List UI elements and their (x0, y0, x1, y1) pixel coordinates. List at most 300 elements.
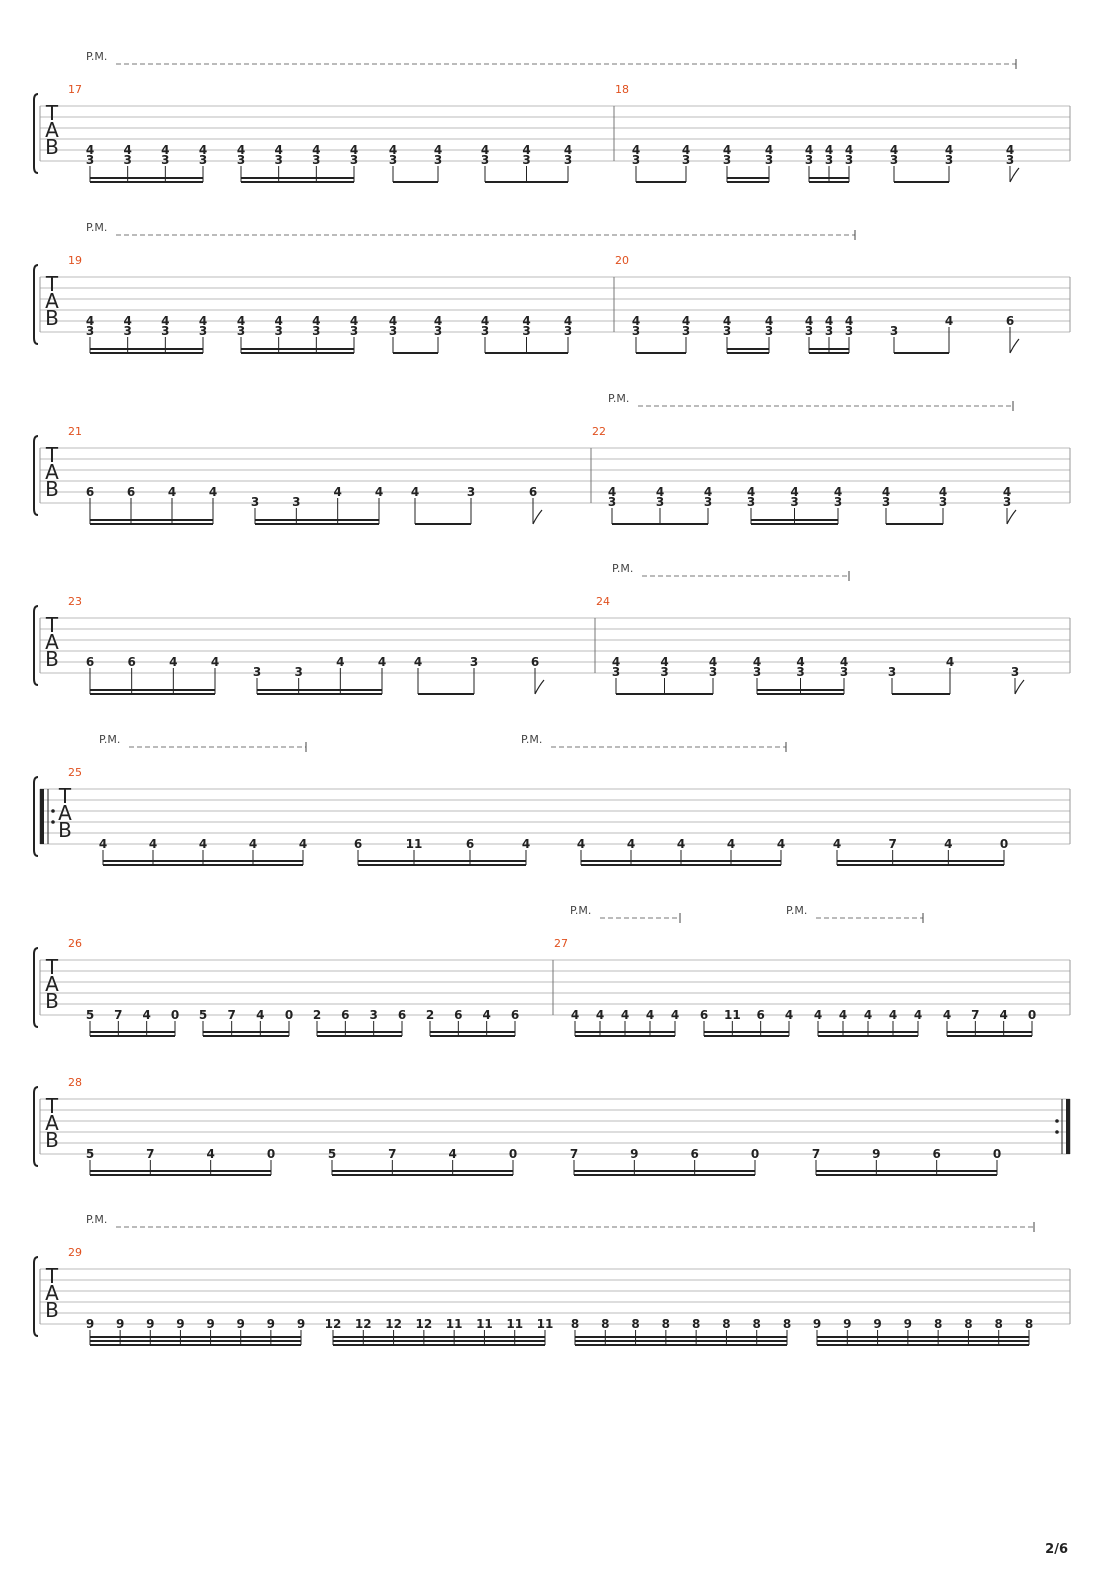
fret-number: 3 (631, 324, 641, 338)
fret-number: 11 (476, 1317, 493, 1331)
fret-number: 3 (790, 495, 799, 509)
fret-number: 4 (1002, 485, 1012, 499)
fret-number: 4 (708, 655, 718, 669)
fret-number: 4 (85, 143, 95, 157)
fret-number: 4 (844, 143, 854, 157)
fret-number: 3 (522, 324, 531, 338)
fret-number: 7 (569, 1147, 579, 1161)
fret-number: 4 (942, 1008, 952, 1022)
note-group (943, 1008, 1036, 1036)
fret-number: 4 (333, 485, 342, 499)
fret-number: 8 (631, 1317, 640, 1331)
fret-number: 4 (210, 655, 220, 669)
tab-clef-letter: B (45, 989, 59, 1013)
fret-number: 3 (480, 153, 490, 167)
fret-number: 3 (236, 153, 246, 167)
fret-number: 4 (236, 143, 246, 157)
tab-clef-letter: B (45, 306, 59, 330)
fret-number: 12 (385, 1317, 402, 1331)
fret-number: 3 (274, 153, 283, 167)
system-bracket (34, 436, 38, 515)
fret-number: 4 (433, 143, 443, 157)
fret-number: 4 (312, 143, 321, 157)
fret-number: 4 (142, 1008, 151, 1022)
tab-clef-letter: A (45, 289, 59, 313)
fret-number: 6 (127, 655, 136, 669)
note-group (389, 143, 442, 182)
fret-number: 4 (167, 485, 177, 499)
note-group (199, 1008, 293, 1036)
fret-number: 4 (620, 1008, 630, 1022)
fret-number: 3 (938, 495, 948, 509)
note-group (86, 314, 207, 353)
fret-number: 3 (198, 324, 208, 338)
note-group (481, 314, 572, 353)
fret-number: 7 (811, 1147, 821, 1161)
fret-number: 4 (611, 655, 621, 669)
fret-number: 4 (681, 143, 691, 157)
fret-number: 6 (465, 837, 475, 851)
note-group (753, 655, 848, 694)
fret-number: 6 (756, 1008, 765, 1022)
fret-number: 9 (296, 1317, 306, 1331)
fret-number: 4 (839, 655, 849, 669)
fret-number: 4 (607, 485, 617, 499)
fret-number: 4 (448, 1147, 457, 1161)
fret-number: 3 (804, 153, 814, 167)
fret-number: 4 (631, 143, 641, 157)
fret-number: 4 (148, 837, 158, 851)
note-group (805, 314, 853, 353)
fret-number: 12 (324, 1317, 342, 1331)
fret-number: 4 (824, 143, 834, 157)
measure-number: 18 (615, 83, 629, 96)
note-flag (1010, 339, 1019, 353)
palm-mute-label: P.M. (521, 733, 543, 746)
fret-number: 3 (388, 324, 398, 338)
fret-number: 4 (388, 143, 398, 157)
tab-system (34, 1213, 1070, 1345)
fret-number: 7 (227, 1008, 236, 1022)
fret-number: 4 (521, 837, 531, 851)
fret-number: 3 (369, 1008, 378, 1022)
fret-number: 3 (839, 665, 849, 679)
fret-number: 4 (349, 143, 359, 157)
fret-number: 3 (722, 324, 732, 338)
fret-number: 6 (530, 655, 540, 669)
fret-number: 4 (703, 485, 713, 499)
fret-number: 3 (681, 324, 691, 338)
fret-number: 3 (681, 153, 691, 167)
tab-clef-letter: B (45, 135, 59, 159)
repeat-dot (51, 820, 55, 824)
fret-number: 4 (522, 143, 531, 157)
note-group (86, 1008, 179, 1036)
note-group (86, 485, 217, 524)
note-group (86, 655, 219, 694)
fret-number: 4 (377, 655, 387, 669)
page-number: 2/6 (1045, 1542, 1068, 1557)
note-group (577, 837, 785, 865)
fret-number: 8 (782, 1317, 792, 1331)
fret-number: 2 (425, 1008, 435, 1022)
fret-number: 4 (676, 837, 686, 851)
fret-number: 3 (764, 153, 774, 167)
note-flag (1007, 510, 1016, 524)
fret-number: 4 (208, 485, 218, 499)
fret-number: 4 (722, 143, 732, 157)
fret-number: 7 (388, 1147, 397, 1161)
tab-clef-letter: T (45, 613, 59, 637)
fret-number: 4 (123, 143, 132, 157)
fret-number: 3 (466, 485, 476, 499)
measure-number: 24 (596, 595, 610, 608)
fret-number: 3 (123, 324, 132, 338)
fret-number: 8 (722, 1317, 731, 1331)
palm-mute-label: P.M. (786, 904, 808, 917)
fret-number: 7 (114, 1008, 123, 1022)
fret-number: 5 (198, 1008, 208, 1022)
fret-number: 4 (681, 314, 691, 328)
fret-number: 4 (198, 314, 208, 328)
note-group (814, 1008, 922, 1036)
fret-number: 6 (690, 1147, 699, 1161)
measure-number: 22 (592, 425, 606, 438)
tab-clef-letter: B (45, 1128, 59, 1152)
system-bracket (34, 948, 38, 1027)
note-group (612, 655, 717, 694)
fret-number: 11 (506, 1317, 524, 1331)
fret-number: 4 (844, 314, 854, 328)
note-group (747, 485, 842, 524)
note-group (99, 837, 307, 865)
fret-number: 3 (469, 655, 479, 669)
fret-number: 5 (85, 1147, 95, 1161)
fret-number: 11 (536, 1317, 554, 1331)
fret-number: 6 (1005, 314, 1015, 328)
fret-number: 4 (804, 143, 814, 157)
fret-number: 4 (349, 314, 359, 328)
fret-number: 4 (480, 143, 490, 157)
fret-number: 3 (294, 665, 303, 679)
fret-number: 4 (161, 314, 170, 328)
tab-clef-letter: T (45, 443, 59, 467)
note-group (426, 1008, 519, 1036)
tab-clef-letter: A (45, 1111, 59, 1135)
tab-clef-letter: B (45, 477, 59, 501)
fret-number: 0 (992, 1147, 1002, 1161)
fret-number: 6 (699, 1008, 709, 1022)
fret-number: 4 (563, 143, 573, 157)
fret-number: 4 (832, 837, 842, 851)
fret-number: 6 (85, 655, 95, 669)
tab-system (34, 50, 1070, 182)
fret-number: 11 (445, 1317, 463, 1331)
fret-number: 9 (115, 1317, 125, 1331)
fret-number: 0 (284, 1008, 294, 1022)
measure-number: 20 (615, 254, 629, 267)
fret-number: 3 (349, 153, 359, 167)
fret-number: 4 (123, 314, 132, 328)
fret-number: 8 (752, 1317, 761, 1331)
fret-number: 4 (312, 314, 321, 328)
fret-number: 8 (601, 1317, 610, 1331)
fret-number: 4 (248, 837, 258, 851)
fret-number: 9 (872, 1147, 881, 1161)
fret-number: 4 (784, 1008, 794, 1022)
note-flag (1010, 168, 1019, 182)
fret-number: 4 (98, 837, 108, 851)
tab-clef-letter: A (45, 972, 59, 996)
fret-number: 4 (522, 314, 531, 328)
fret-number: 8 (661, 1317, 671, 1331)
measure-number: 21 (68, 425, 82, 438)
tab-system (34, 221, 1070, 353)
fret-number: 3 (563, 324, 573, 338)
fret-number: 3 (844, 324, 854, 338)
repeat-dot (51, 809, 55, 813)
palm-mute-label: P.M. (86, 1213, 108, 1226)
measure-number: 17 (68, 83, 82, 96)
system-bracket (34, 777, 38, 856)
tab-clef-letter: B (58, 818, 72, 842)
fret-number: 3 (563, 153, 573, 167)
fret-number: 3 (833, 495, 843, 509)
note-group (86, 1147, 275, 1175)
fret-number: 3 (746, 495, 756, 509)
fret-number: 4 (410, 485, 420, 499)
fret-number: 4 (576, 837, 586, 851)
fret-number: 3 (631, 153, 641, 167)
fret-number: 9 (236, 1317, 245, 1331)
tab-system (34, 392, 1070, 524)
fret-number: 2 (312, 1008, 322, 1022)
fret-number: 4 (944, 143, 954, 157)
fret-number: 3 (349, 324, 359, 338)
fret-number: 6 (932, 1147, 941, 1161)
tab-clef-letter: T (45, 101, 59, 125)
tab-clef-letter: T (45, 955, 59, 979)
fret-number: 9 (206, 1317, 215, 1331)
fret-number: 4 (889, 143, 899, 157)
fret-number: 4 (161, 143, 170, 157)
note-group (389, 314, 442, 353)
tab-clef-letter: T (45, 1094, 59, 1118)
fret-number: 3 (252, 665, 262, 679)
repeat-dot (1055, 1119, 1059, 1123)
fret-number: 4 (626, 837, 636, 851)
fret-number: 0 (1027, 1008, 1037, 1022)
fret-number: 4 (274, 314, 283, 328)
fret-number: 3 (480, 324, 490, 338)
measure-number: 29 (68, 1246, 82, 1259)
fret-number: 3 (660, 665, 669, 679)
fret-number: 4 (764, 143, 774, 157)
tab-clef-letter: B (45, 1298, 59, 1322)
fret-number: 4 (274, 143, 283, 157)
fret-number: 6 (454, 1008, 463, 1022)
note-group (608, 485, 712, 524)
fret-number: 4 (813, 1008, 823, 1022)
fret-number: 4 (570, 1008, 580, 1022)
note-group (805, 143, 853, 182)
fret-number: 3 (889, 153, 899, 167)
fret-number: 3 (312, 153, 321, 167)
system-bracket (34, 265, 38, 344)
system-bracket (34, 1257, 38, 1336)
fret-number: 0 (170, 1008, 180, 1022)
fret-number: 3 (274, 324, 283, 338)
note-group (328, 1147, 517, 1175)
fret-number: 12 (415, 1317, 433, 1331)
fret-number: 3 (388, 153, 398, 167)
measure-number: 27 (554, 937, 568, 950)
note-group (354, 837, 530, 865)
fret-number: 7 (146, 1147, 155, 1161)
note-flag (1015, 680, 1024, 694)
fret-number: 4 (888, 1008, 898, 1022)
fret-number: 4 (85, 314, 95, 328)
fret-number: 8 (964, 1317, 973, 1331)
system-bracket (34, 1087, 38, 1166)
fret-number: 3 (944, 153, 954, 167)
fret-number: 4 (256, 1008, 265, 1022)
fret-number: 0 (266, 1147, 276, 1161)
fret-number: 5 (327, 1147, 337, 1161)
fret-number: 3 (881, 495, 891, 509)
tab-clef-letter: T (45, 1264, 59, 1288)
fret-number: 4 (913, 1008, 923, 1022)
repeat-end-thick (1066, 1099, 1070, 1154)
fret-number: 3 (161, 153, 170, 167)
fret-number: 3 (889, 324, 899, 338)
fret-number: 3 (123, 153, 132, 167)
fret-number: 4 (881, 485, 891, 499)
fret-number: 4 (482, 1008, 491, 1022)
fret-number: 9 (873, 1317, 882, 1331)
fret-number: 4 (824, 314, 834, 328)
note-group (632, 314, 690, 353)
fret-number: 3 (236, 324, 246, 338)
tab-clef-letter: A (58, 801, 72, 825)
fret-number: 8 (570, 1317, 580, 1331)
note-group (237, 143, 358, 182)
fret-number: 4 (838, 1008, 848, 1022)
system-bracket (34, 606, 38, 685)
fret-number: 4 (746, 485, 756, 499)
fret-number: 3 (804, 324, 814, 338)
fret-number: 9 (146, 1317, 155, 1331)
note-group (882, 485, 947, 524)
fret-number: 3 (764, 324, 774, 338)
note-group (700, 1008, 793, 1036)
note-group (890, 314, 953, 353)
tab-clef-letter: B (45, 647, 59, 671)
fret-number: 9 (843, 1317, 852, 1331)
measure-number: 19 (68, 254, 82, 267)
note-flag (535, 680, 544, 694)
note-group (1006, 143, 1019, 182)
note-group (570, 1147, 759, 1175)
note-group (411, 485, 475, 524)
fret-number: 0 (508, 1147, 518, 1161)
fret-number: 3 (85, 153, 95, 167)
note-group (251, 485, 383, 524)
note-group (325, 1317, 554, 1345)
fret-number: 4 (833, 485, 843, 499)
fret-number: 4 (804, 314, 814, 328)
fret-number: 4 (790, 485, 799, 499)
fret-number: 3 (250, 495, 260, 509)
fret-number: 3 (824, 153, 834, 167)
tab-clef-letter: T (58, 784, 72, 808)
tab-system (34, 733, 1070, 865)
fret-number: 4 (336, 655, 345, 669)
fret-number: 4 (1005, 143, 1015, 157)
note-group (86, 143, 207, 182)
fret-number: 3 (887, 665, 897, 679)
fret-number: 12 (354, 1317, 372, 1331)
tab-clef-letter: T (45, 272, 59, 296)
note-group (890, 143, 953, 182)
measure-number: 23 (68, 595, 82, 608)
fret-number: 3 (655, 495, 665, 509)
note-group (888, 655, 954, 694)
fret-number: 0 (750, 1147, 760, 1161)
fret-number: 4 (726, 837, 736, 851)
note-group (86, 1317, 305, 1345)
palm-mute-label: P.M. (570, 904, 592, 917)
fret-number: 4 (413, 655, 423, 669)
fret-number: 4 (938, 485, 948, 499)
fret-number: 3 (522, 153, 531, 167)
palm-mute-label: P.M. (86, 221, 108, 234)
note-group (1006, 314, 1019, 353)
fret-number: 4 (764, 314, 774, 328)
note-group (571, 1008, 679, 1036)
fret-number: 9 (266, 1317, 276, 1331)
fret-number: 4 (776, 837, 786, 851)
fret-number: 11 (405, 837, 423, 851)
note-group (531, 655, 544, 694)
fret-number: 5 (85, 1008, 95, 1022)
note-group (313, 1008, 406, 1036)
fret-number: 3 (433, 324, 443, 338)
fret-number: 3 (796, 665, 805, 679)
fret-number: 8 (1024, 1317, 1034, 1331)
note-group (414, 655, 478, 694)
fret-number: 4 (944, 314, 954, 328)
note-group (253, 655, 386, 694)
fret-number: 4 (631, 314, 641, 328)
fret-number: 3 (824, 324, 834, 338)
fret-number: 4 (206, 1147, 215, 1161)
fret-number: 4 (645, 1008, 655, 1022)
fret-number: 3 (198, 153, 208, 167)
fret-number: 4 (198, 143, 208, 157)
fret-number: 3 (708, 665, 718, 679)
fret-number: 4 (169, 655, 178, 669)
fret-number: 11 (723, 1008, 741, 1022)
measure-number: 28 (68, 1076, 82, 1089)
repeat-start-thick (40, 789, 44, 844)
note-flag (533, 510, 542, 524)
fret-number: 6 (528, 485, 538, 499)
fret-number: 9 (812, 1317, 822, 1331)
fret-number: 4 (433, 314, 443, 328)
fret-number: 8 (994, 1317, 1003, 1331)
palm-mute-label: P.M. (608, 392, 630, 405)
